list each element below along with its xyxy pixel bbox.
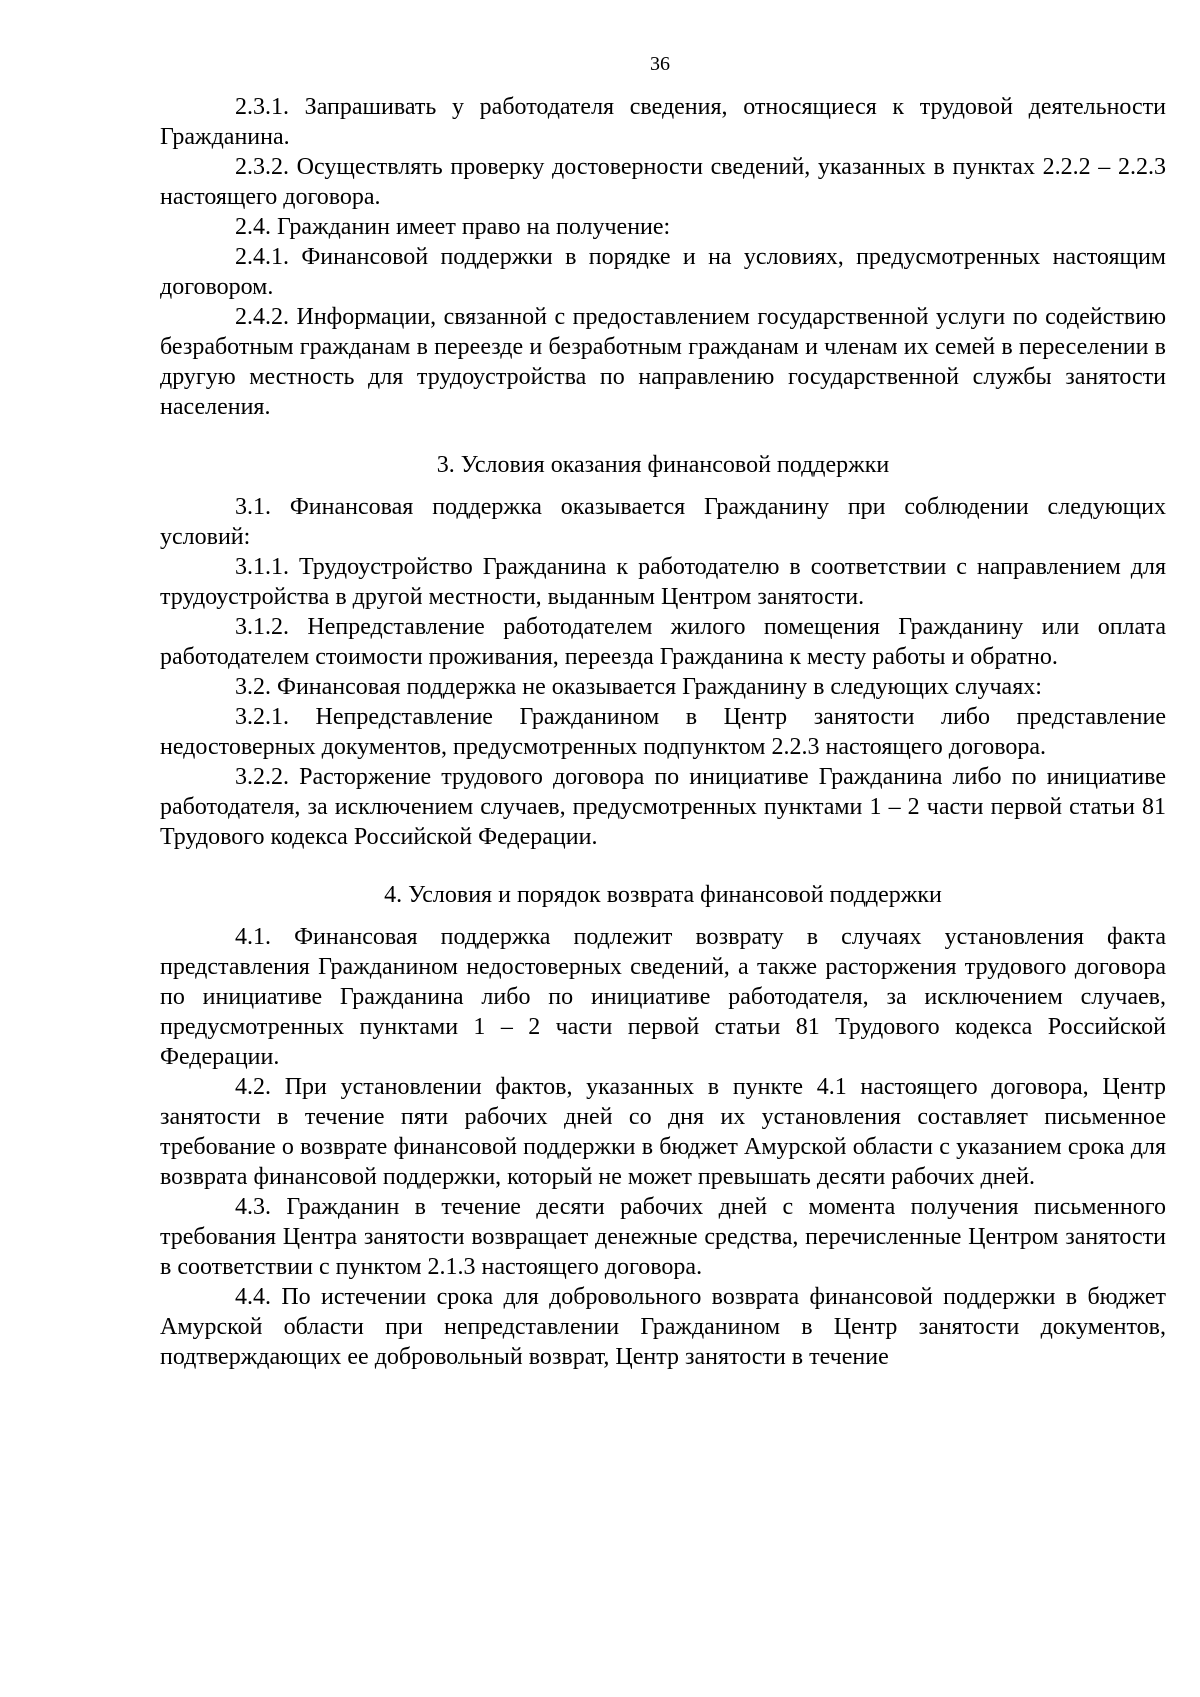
paragraph-2-3-2: 2.3.2. Осуществлять проверку достоверности сведений, указанных в пунктах 2.2.2 – 2.2.3 настоящего договора. [160,154,1166,210]
paragraph-3-2-2: 3.2.2. Расторжение трудового договора по инициативе Гражданина либо по инициативе работодателя, за исключением случаев, предусмотренных пунктами 1 – 2 части первой статьи 81 Трудового кодекса Российской Федерации. [160,764,1166,850]
paragraph-3-2-1: 3.2.1. Непредставление Гражданином в Центр занятости либо представление недостоверных документов, предусмотренных подпунктом 2.2.3 настоящего договора. [160,704,1166,760]
paragraph-2-4-2: 2.4.2. Информации, связанной с предоставлением государственной услуги по содействию безработным гражданам в переезде и безработным гражданам и членам их семей в переселении в другую местность для трудоустройства по направлению государственной службы занятости населения. [160,304,1166,420]
paragraph-3-2: 3.2. Финансовая поддержка не оказывается Гражданину в следующих случаях: [235,674,1042,700]
paragraph-4-4: 4.4. По истечении срока для добровольного возврата финансовой поддержки в бюджет Амурской области при непредставлении Гражданином в Центр занятости документов, подтверждающих ее добровольный возврат, Центр занятости в течение [160,1284,1166,1370]
document-body [160,92,1166,1372]
paragraph-4-1: 4.1. Финансовая поддержка подлежит возврату в случаях установления факта представления Гражданином недостоверных сведений, а также расторжения трудового договора по инициативе Гражданина либо по инициативе работодателя, за исключением случаев, предусмотренных пунктами 1 – 2 части первой статьи 81 Трудового кодекса Российской Федерации. [160,924,1166,1070]
paragraph-3-1-2: 3.1.2. Непредставление работодателем жилого помещения Гражданину или оплата работодателем стоимости проживания, переезда Гражданина к месту работы и обратно. [160,614,1166,670]
paragraph-2-4: 2.4. Гражданин имеет право на получение: [235,214,671,240]
paragraph-4-3: 4.3. Гражданин в течение десяти рабочих дней с момента получения письменного требования Центра занятости возвращает денежные средства, перечисленные Центром занятости в соответствии с пунктом 2.1.3 настоящего договора. [160,1194,1166,1280]
section-3-heading: 3. Условия оказания финансовой поддержки [436,452,890,478]
paragraph-2-3-1: 2.3.1. Запрашивать у работодателя сведения, относящиеся к трудовой деятельности Гражданина. [160,94,1166,150]
paragraph-4-2: 4.2. При установлении фактов, указанных в пункте 4.1 настоящего договора, Центр занятости в течение пяти рабочих дней со дня их установления составляет письменное требование о возврате финансовой поддержки в бюджет Амурской области с указанием срока для возврата финансовой поддержки, который не может превышать десяти рабочих дней. [160,1074,1166,1190]
paragraph-2-4-1: 2.4.1. Финансовой поддержки в порядке и на условиях, предусмотренных настоящим договором. [160,244,1166,300]
paragraph-3-1: 3.1. Финансовая поддержка оказывается Гражданину при соблюдении следующих условий: [160,494,1166,550]
section-4-heading: 4. Условия и порядок возврата финансовой поддержки [384,882,942,908]
paragraph-3-1-1: 3.1.1. Трудоустройство Гражданина к работодателю в соответствии с направлением для трудоустройства в другой местности, выданным Центром занятости. [160,554,1166,610]
page-number: 36 [650,53,670,75]
